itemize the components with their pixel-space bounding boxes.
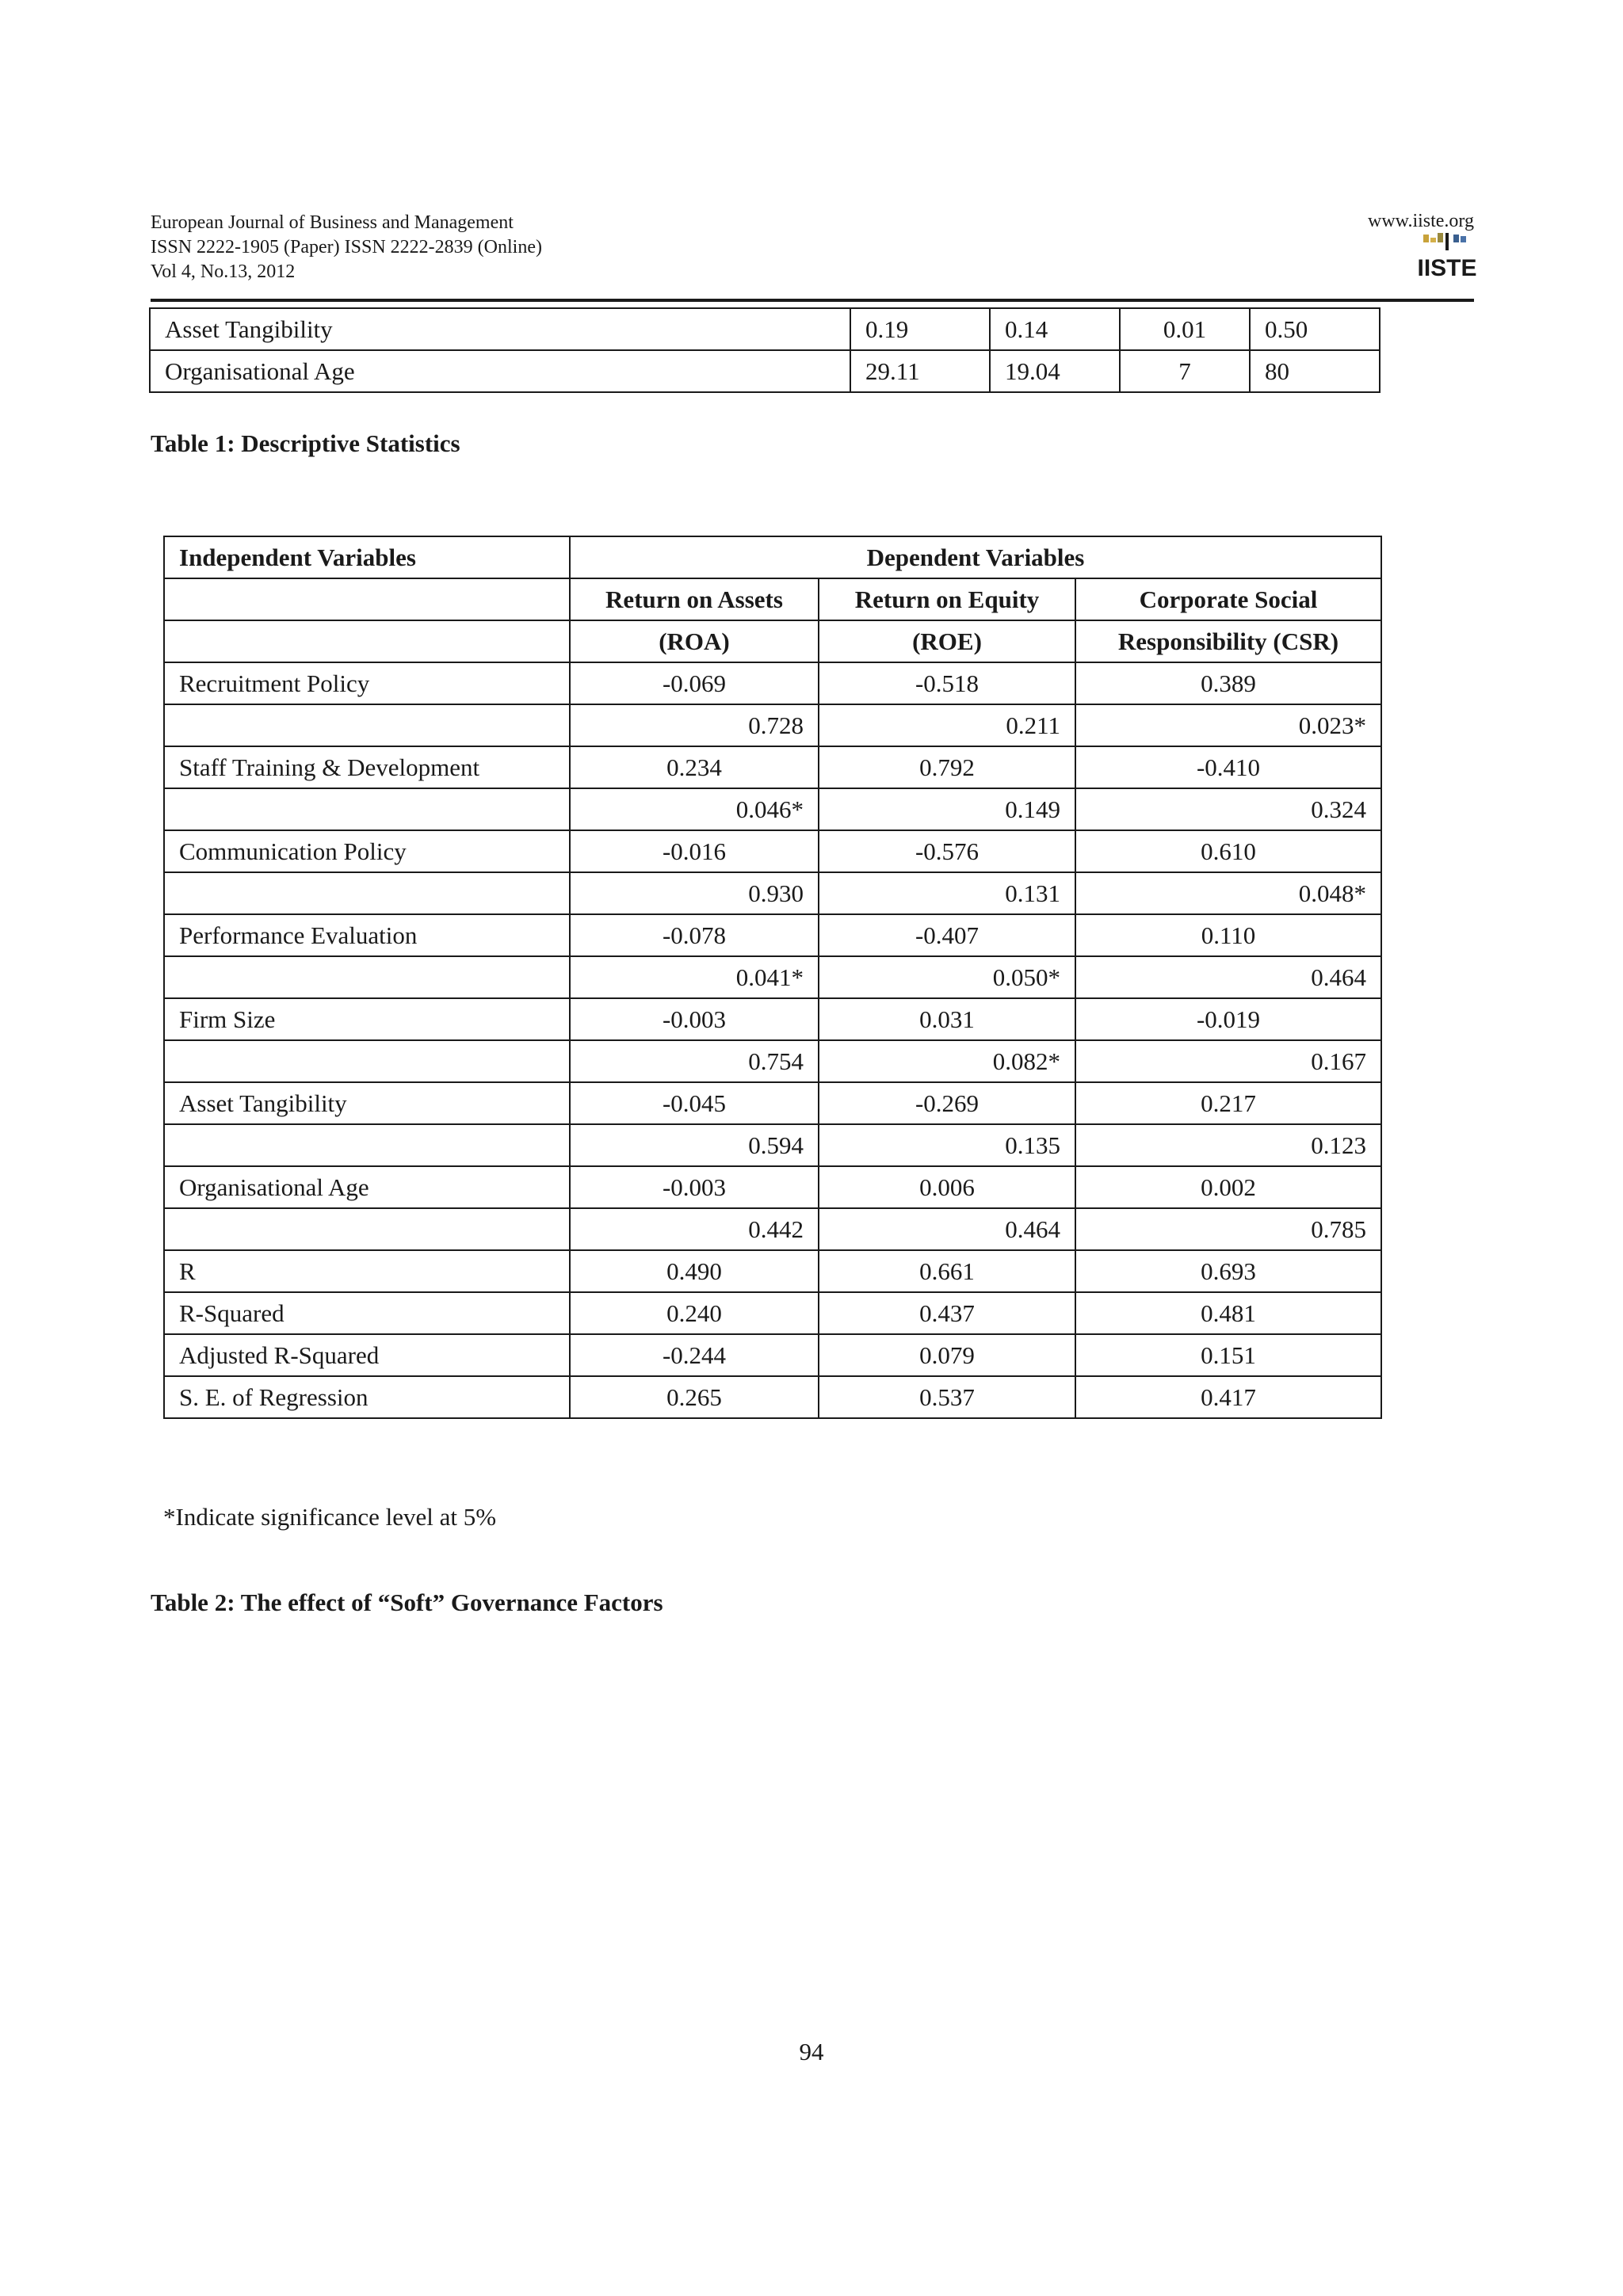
table-header-row <box>164 536 1381 578</box>
csr-value: 0.023* <box>1075 704 1381 746</box>
row-label <box>164 1208 570 1250</box>
dependent-variables-header: Dependent Variables <box>570 536 1381 578</box>
csr-value: 0.693 <box>1075 1250 1381 1292</box>
roa-value: -0.045 <box>570 1082 819 1124</box>
regression-table-body <box>164 662 1381 1418</box>
roa-value: -0.016 <box>570 830 819 872</box>
roe-value: 0.149 <box>819 788 1075 830</box>
roe-value: -0.576 <box>819 830 1075 872</box>
table-row <box>150 350 1380 392</box>
roa-value: 0.490 <box>570 1250 819 1292</box>
min-cell: 7 <box>1120 350 1250 392</box>
table-row <box>164 1208 1381 1250</box>
roe-value: 0.464 <box>819 1208 1075 1250</box>
empty-header-cell <box>164 620 570 662</box>
mean-cell: 29.11 <box>850 350 990 392</box>
roa-value: -0.003 <box>570 998 819 1040</box>
roa-value: 0.046* <box>570 788 819 830</box>
csr-value: 0.610 <box>1075 830 1381 872</box>
roe-value: 0.437 <box>819 1292 1075 1334</box>
table-header-row <box>164 578 1381 620</box>
journal-volume: Vol 4, No.13, 2012 <box>151 261 296 282</box>
csr-value: -0.019 <box>1075 998 1381 1040</box>
table-row <box>164 1376 1381 1418</box>
significance-note: *Indicate significance level at 5% <box>163 1503 497 1531</box>
roe-value: -0.518 <box>819 662 1075 704</box>
table-row <box>164 1250 1381 1292</box>
csr-value: -0.410 <box>1075 746 1381 788</box>
table-row <box>164 1082 1381 1124</box>
empty-header-cell <box>164 578 570 620</box>
roa-value: -0.003 <box>570 1166 819 1208</box>
row-label: Recruitment Policy <box>164 662 570 704</box>
roa-value: 0.240 <box>570 1292 819 1334</box>
csr-value: 0.167 <box>1075 1040 1381 1082</box>
table-row <box>164 1166 1381 1208</box>
max-cell: 80 <box>1250 350 1380 392</box>
table-row <box>164 662 1381 704</box>
table-row <box>164 956 1381 998</box>
journal-title: European Journal of Business and Management <box>151 212 514 233</box>
roe-value: 0.079 <box>819 1334 1075 1376</box>
row-label: Asset Tangibility <box>164 1082 570 1124</box>
row-label: Adjusted R-Squared <box>164 1334 570 1376</box>
min-cell: 0.01 <box>1120 308 1250 350</box>
independent-variables-header: Independent Variables <box>164 536 570 578</box>
row-label: R-Squared <box>164 1292 570 1334</box>
roe-value: -0.407 <box>819 914 1075 956</box>
row-label: Asset Tangibility <box>150 308 850 350</box>
table-row <box>164 830 1381 872</box>
row-label: Firm Size <box>164 998 570 1040</box>
roe-value: 0.792 <box>819 746 1075 788</box>
csr-value: 0.324 <box>1075 788 1381 830</box>
roe-value: 0.135 <box>819 1124 1075 1166</box>
csr-value: 0.110 <box>1075 914 1381 956</box>
row-label <box>164 1124 570 1166</box>
roe-abbrev: (ROE) <box>819 620 1075 662</box>
row-label <box>164 788 570 830</box>
row-label <box>164 956 570 998</box>
roa-value: 0.234 <box>570 746 819 788</box>
std-dev-cell: 0.14 <box>990 308 1120 350</box>
roe-value: 0.031 <box>819 998 1075 1040</box>
roe-value: -0.269 <box>819 1082 1075 1124</box>
table-row <box>164 1292 1381 1334</box>
table-row <box>150 308 1380 350</box>
csr-value: 0.785 <box>1075 1208 1381 1250</box>
roa-value: -0.244 <box>570 1334 819 1376</box>
row-label: Performance Evaluation <box>164 914 570 956</box>
csr-abbrev: Responsibility (CSR) <box>1075 620 1381 662</box>
roa-value: 0.442 <box>570 1208 819 1250</box>
roe-value: 0.006 <box>819 1166 1075 1208</box>
descriptive-statistics-table <box>149 307 1381 393</box>
table-row <box>164 788 1381 830</box>
journal-website: www.iiste.org <box>1368 211 1474 231</box>
csr-value: 0.123 <box>1075 1124 1381 1166</box>
roa-value: -0.069 <box>570 662 819 704</box>
roe-header: Return on Equity <box>819 578 1075 620</box>
max-cell: 0.50 <box>1250 308 1380 350</box>
row-label: Staff Training & Development <box>164 746 570 788</box>
table2-caption: Table 2: The effect of “Soft” Governance Factors <box>151 1589 663 1616</box>
csr-value: 0.151 <box>1075 1334 1381 1376</box>
journal-issn: ISSN 2222-1905 (Paper) ISSN 2222-2839 (Online) <box>151 237 542 257</box>
table-header-row <box>164 620 1381 662</box>
iiste-logo-text: IISTE <box>1417 255 1477 281</box>
csr-value: 0.002 <box>1075 1166 1381 1208</box>
roa-value: 0.265 <box>570 1376 819 1418</box>
table-row <box>164 746 1381 788</box>
row-label <box>164 872 570 914</box>
row-label <box>164 704 570 746</box>
csr-value: 0.048* <box>1075 872 1381 914</box>
std-dev-cell: 19.04 <box>990 350 1120 392</box>
roa-value: -0.078 <box>570 914 819 956</box>
csr-value: 0.217 <box>1075 1082 1381 1124</box>
csr-header: Corporate Social <box>1075 578 1381 620</box>
table-row <box>164 704 1381 746</box>
roa-value: 0.728 <box>570 704 819 746</box>
roe-value: 0.082* <box>819 1040 1075 1082</box>
table1-caption: Table 1: Descriptive Statistics <box>151 429 460 457</box>
iiste-logo-icon <box>1417 233 1477 284</box>
roa-value: 0.041* <box>570 956 819 998</box>
regression-table <box>163 536 1382 1419</box>
csr-value: 0.389 <box>1075 662 1381 704</box>
roa-value: 0.930 <box>570 872 819 914</box>
table-row <box>164 1040 1381 1082</box>
row-label: Communication Policy <box>164 830 570 872</box>
running-header <box>151 211 542 284</box>
roe-value: 0.537 <box>819 1376 1075 1418</box>
row-label: Organisational Age <box>164 1166 570 1208</box>
roa-value: 0.754 <box>570 1040 819 1082</box>
csr-value: 0.417 <box>1075 1376 1381 1418</box>
table-row <box>164 1334 1381 1376</box>
table-row <box>164 998 1381 1040</box>
mean-cell: 0.19 <box>850 308 990 350</box>
csr-value: 0.464 <box>1075 956 1381 998</box>
row-label: S. E. of Regression <box>164 1376 570 1418</box>
row-label <box>164 1040 570 1082</box>
roa-value: 0.594 <box>570 1124 819 1166</box>
roe-value: 0.211 <box>819 704 1075 746</box>
row-label: R <box>164 1250 570 1292</box>
table-row <box>164 914 1381 956</box>
roe-value: 0.131 <box>819 872 1075 914</box>
table-row <box>164 872 1381 914</box>
roa-abbrev: (ROA) <box>570 620 819 662</box>
row-label: Organisational Age <box>150 350 850 392</box>
header-divider <box>151 299 1474 302</box>
csr-value: 0.481 <box>1075 1292 1381 1334</box>
roe-value: 0.050* <box>819 956 1075 998</box>
roa-header: Return on Assets <box>570 578 819 620</box>
page-number: 94 <box>799 2038 824 2065</box>
table-row <box>164 1124 1381 1166</box>
roe-value: 0.661 <box>819 1250 1075 1292</box>
